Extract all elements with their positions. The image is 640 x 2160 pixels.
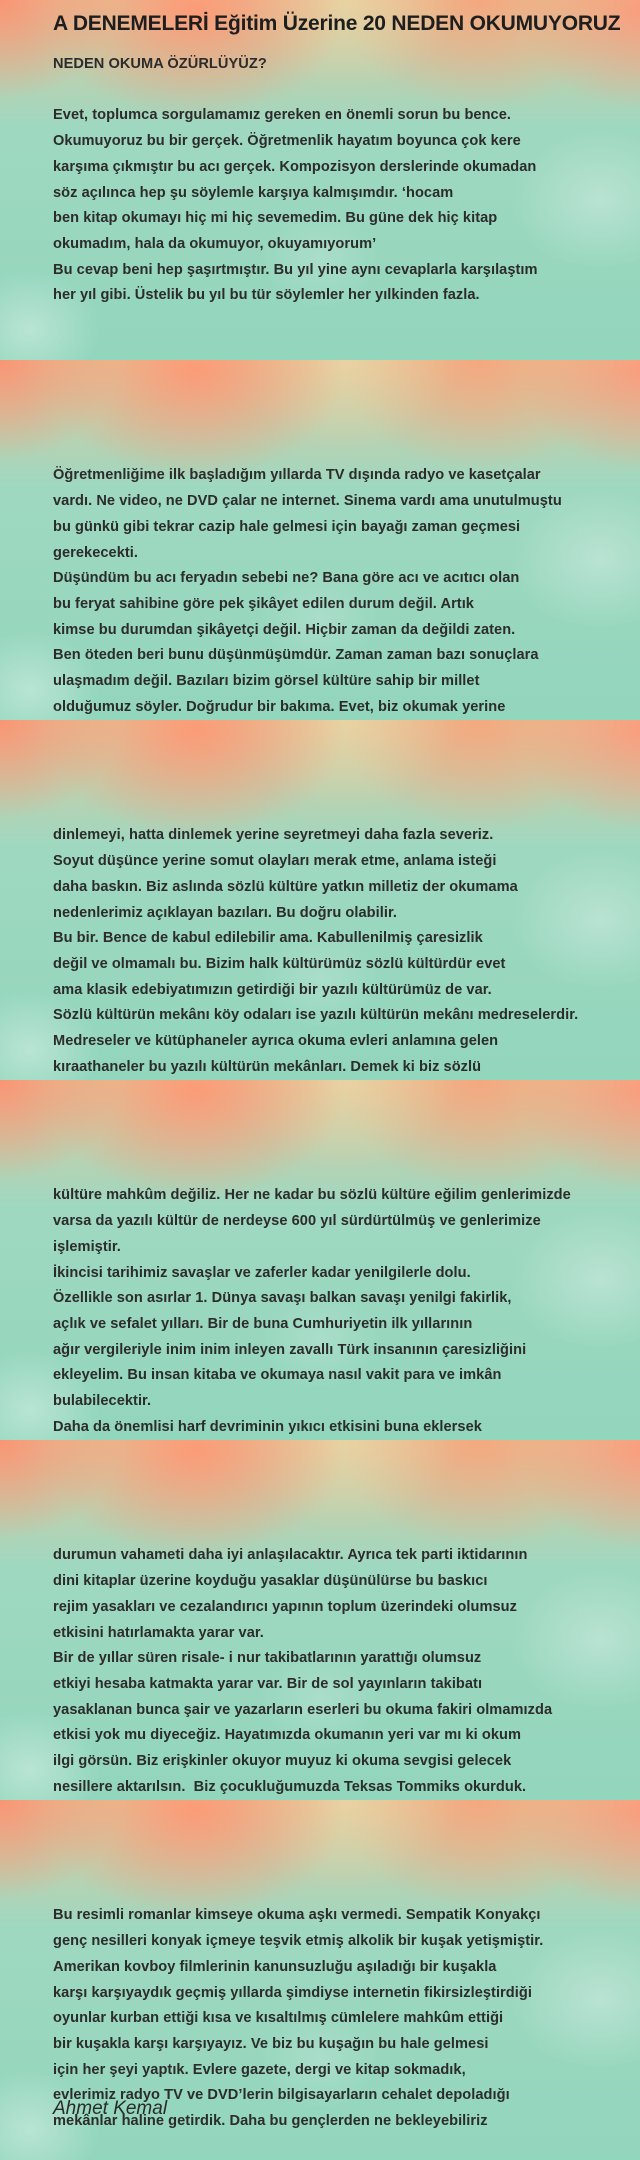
panel-text: NEDEN OKUMA ÖZÜRLÜYÜZ? Evet, toplumca sorgulamamız gereken en önemli sorun bu bence. Okumuyoruz bu bir gerçek. Öğretmenlik hayatım boyunca çok kere karşıma çıkmıştır bu acı gerçek. Kompozisyon derslerinde okumadan söz açılınca hep şu söylemle karşıya kalmışımdır. ‘hocam ben kitap okumayı hiç mi hiç sevemedim. Bu güne dek hiç kitap okumadım, hala da okumuyor, okuyamıyorum’ Bu cevap beni hep şaşırtmıştır. Bu yıl yine aynı cevaplarla karşılaştım her yıl gibi. Üstelik bu yıl bu tür söylemler her yılkinden fazla.: [53, 56, 538, 304]
text-panel-4: [0, 1080, 640, 1440]
panel-text: Bu resimli romanlar kimseye okuma aşkı vermedi. Sempatik Konyakçı genç nesilleri konyak içmeye teşvik etmiş alkolik bir kuşak yetişmiştir. Amerikan kovboy filmlerinin kanunsuzluğu aşıladığı bir kuşakla karşı karşıyaydık geçmiş yıllarda şimdiyse internetin fikirsizleştirdiği oyunlar kurban ettiği kısa ve kısaltılmış cümlelere mahkûm ettiği bir kuşakla karşı karşıyayız. Ve biz bu kuşağın bu hale gelmesi için her şeyi yaptık. Evlere gazete, dergi ve kitap sokmadık, evlerimiz radyo TV ve DVD’lerin bilgisayarların cehalet depoladığı mekânlar haline getirdik. Daha bu gençlerden ne bekleyebiliriz: [53, 1907, 544, 2130]
panel-text: Öğretmenliğime ilk başladığım yıllarda TV dışında radyo ve kasetçalar vardı. Ne video, ne DVD çalar ne internet. Sinema vardı ama unutulmuştu bu günkü gibi tekrar cazip hale gelmesi için bayağı zaman geçmesi gerekecekti. Düşündüm bu acı feryadın sebebi ne? Bana göre acı ve acıtıcı olan bu feryat sahibine göre pek şikâyet edilen durum değil. Artık kimse bu durumdan şikâyetçi değil. Hiçbir zaman da değildi zaten. Ben öteden beri bunu düşünmüşümdür. Zaman zaman bazı sonuçlara ulaşmadım değil. Bazıları bizim görsel kültüre sahip bir millet olduğumuz söyler. Doğrudur bir bakıma. Evet, biz okumak yerine: [53, 467, 562, 715]
text-panel-2: [0, 360, 640, 720]
author-signature: Ahmet Kemal: [53, 2098, 168, 2119]
text-panel-5: [0, 1440, 640, 1800]
panel-text: kültüre mahkûm değiliz. Her ne kadar bu sözlü kültüre eğilim genlerimizde varsa da yazılı kültür de nerdeyse 600 yıl sürdürtülmüş ve genlerimize işlemiştir. İkincisi tarihimiz savaşlar ve zaferler kadar yenilgilerle dolu. Özellikle son asırlar 1. Dünya savaşı balkan savaşı yenilgi fakirlik, açlık ve sefalet yılları. Bir de buna Cumhuriyetin ilk yıllarının ağır vergileriyle inim inim inleyen zavallı Türk insanının çaresizliğini ekleyelim. Bu insan kitaba ve okumaya nasıl vakit para ve imkân bulabilecektir. Daha da önemlisi harf devriminin yıkıcı etkisini buna eklersek: [53, 1187, 571, 1435]
panel-text: dinlemeyi, hatta dinlemek yerine seyretmeyi daha fazla severiz. Soyut düşünce yerine somut olayları merak etme, anlama isteği daha baskın. Biz aslında sözlü kültüre yatkın milletiz der okumama nedenlerimiz açıklayan bazıları. Bu doğru olabilir. Bu bir. Bence de kabul edilebilir ama. Kabullenilmiş çaresizlik değil ve olmamalı bu. Bizim halk kültürümüz sözlü kültürdür evet ama klasik edebiyatımızın getirdiği bir yazılı kültürümüz de var. Sözlü kültürün mekânı köy odaları ise yazılı kültürün mekânı medreselerdir. Medreseler ve kütüphaneler ayrıca okuma evleri anlamına gelen kıraathaneler bu yazılı kültürün mekânları. Demek ki biz sözlü: [53, 827, 579, 1075]
text-panel-6: [0, 1800, 640, 2160]
text-panel-1: [0, 0, 640, 360]
panel-text: durumun vahameti daha iyi anlaşılacaktır. Ayrıca tek parti iktidarının dini kitaplar üzerine koyduğu yasaklar düşünülürse bu baskıcı rejim yasakları ve cezalandırıcı yapının toplum üzerindeki olumsuz etkisini hatırlamakta yarar var. Bir de yıllar süren risale- i nur takibatlarının yarattığı olumsuz etkiyi hesaba katmakta yarar var. Bir de sol yayınların takibatı yasaklanan bunca şair ve yazarların eserleri bu okuma fakiri olmamızda etkisi yok mu diyeceğiz. Hayatımızda okumanın yeri var mı ki okum ilgi görsün. Biz erişkinler okuyor muyuz ki okuma sevgisi gelecek nesillere aktarılsın. Biz çocukluğumuzda Teksas Tommiks okurduk.: [53, 1547, 553, 1795]
page-title: A DENEMELERİ Eğitim Üzerine 20 NEDEN OKUMUYORUZ: [53, 12, 621, 35]
text-panel-3: [0, 720, 640, 1080]
